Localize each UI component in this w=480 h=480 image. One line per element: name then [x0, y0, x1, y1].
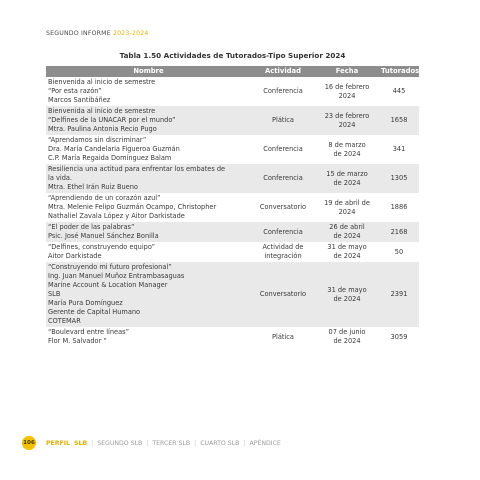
table-row: [46, 77, 419, 106]
cell-nombre-line: “El poder de las palabras”: [48, 223, 135, 231]
cell-actividad-line: Conferencia: [263, 227, 303, 236]
cell-actividad: [251, 222, 315, 242]
table-body: [46, 77, 419, 347]
table-row: [46, 135, 419, 164]
table-row: [46, 327, 419, 347]
footer-divider: |: [194, 439, 197, 447]
cell-fecha-line: de 2024: [333, 337, 361, 345]
cell-nombre-line: María Pura Domínguez: [48, 299, 123, 307]
cell-nombre-line: Gerente de Capital Humano: [48, 308, 141, 316]
cell-fecha: [315, 222, 379, 242]
cell-fecha-line: de 2024: [333, 252, 361, 260]
cell-tutorados: 341: [379, 135, 419, 164]
activities-table: [46, 66, 419, 347]
cell-fecha: [315, 262, 379, 327]
cell-nombre-line: Ing. Juan Manuel Muñoz Entrambasaguas: [48, 272, 185, 280]
cell-fecha: [315, 164, 379, 193]
cell-nombre: [46, 164, 251, 193]
cell-nombre-line: Marine Account & Location Manager: [48, 281, 168, 289]
cell-nombre-line: “Por esta razón”: [48, 87, 102, 95]
cell-tutorados: 1305: [379, 164, 419, 193]
cell-nombre-line: Resiliencia una actitud para enfrentar los embates de: [48, 165, 226, 173]
footer-section-segundo[interactable]: SEGUNDO SLB: [97, 439, 143, 447]
cell-actividad: [251, 327, 315, 347]
table-row: [46, 164, 419, 193]
cell-actividad-line: Actividad de: [262, 243, 304, 251]
col-header-tutorados: Tutorados: [381, 67, 420, 75]
cell-nombre: [46, 242, 251, 262]
cell-nombre-line: “Construyendo mi futuro profesional”: [48, 263, 172, 271]
cell-nombre-line: Flor M. Salvador ”: [48, 337, 107, 345]
cell-actividad: [251, 242, 315, 262]
cell-nombre-line: Marcos Santibáñez: [48, 96, 111, 104]
cell-actividad-line: Plática: [272, 332, 294, 341]
cell-nombre-line: “Delfines de la UNACAR por el mundo”: [48, 116, 176, 124]
cell-fecha-line: 31 de mayo: [327, 285, 367, 294]
cell-actividad-line: Conferencia: [263, 174, 303, 182]
cell-fecha-line: 31 de mayo: [327, 243, 367, 251]
table-header-row: [46, 66, 419, 77]
report-header: [46, 30, 149, 37]
cell-fecha-line: 8 de marzo: [328, 140, 366, 149]
cell-actividad-line: integración: [264, 252, 302, 260]
cell-nombre-line: Nathaliel Zavala López y Aitor Darkistade: [48, 212, 185, 220]
footer-divider: |: [91, 439, 94, 447]
cell-fecha: [315, 193, 379, 222]
cell-fecha-line: de 2024: [333, 178, 361, 187]
cell-nombre-line: Bienvenida al inicio de semestre: [48, 78, 156, 86]
table-row: [46, 242, 419, 262]
cell-tutorados: 1886: [379, 193, 419, 222]
cell-actividad-line: Conversatorio: [259, 290, 307, 298]
cell-nombre-line: la vida.: [48, 174, 73, 182]
cell-nombre-line: Bienvenida al inicio de semestre: [48, 107, 156, 115]
cell-actividad-line: Conferencia: [263, 87, 303, 95]
footer-section-tercer[interactable]: TERCER SLB: [152, 439, 191, 447]
cell-fecha-line: 2024: [338, 91, 356, 100]
cell-nombre-line: COTEMAR: [48, 317, 81, 325]
cell-nombre-line: Aitor Darkistade: [48, 252, 102, 260]
cell-actividad: [251, 135, 315, 164]
table-row: [46, 106, 419, 135]
cell-nombre: [46, 327, 251, 347]
cell-fecha-line: 19 de abril de: [324, 198, 370, 207]
cell-nombre: [46, 262, 251, 327]
page-number: 106: [22, 436, 36, 450]
cell-fecha-line: 16 de febrero: [324, 82, 370, 91]
cell-fecha-line: 15 de marzo: [326, 169, 368, 178]
col-header-fecha: Fecha: [315, 66, 379, 77]
cell-nombre-line: Mtra. Ethel Irán Ruiz Bueno: [48, 183, 138, 191]
header-prefix: SEGUNDO INFORME: [46, 30, 111, 37]
col-header-nombre: Nombre: [46, 66, 251, 77]
cell-nombre-line: C.P. María Regaida Domínguez Balam: [48, 154, 172, 162]
table-row: [46, 262, 419, 327]
cell-actividad: [251, 164, 315, 193]
col-header-actividad: Actividad: [251, 66, 315, 77]
cell-nombre: [46, 222, 251, 242]
cell-fecha-line: 2024: [338, 207, 356, 216]
cell-fecha-line: 23 de febrero: [324, 111, 370, 120]
cell-actividad: [251, 262, 315, 327]
cell-fecha-line: 07 de junio: [328, 328, 366, 336]
footer-divider: |: [243, 439, 246, 447]
cell-fecha-line: de 2024: [333, 294, 361, 303]
footer-section-perfil[interactable]: PERFIL: [46, 439, 70, 447]
cell-actividad: [251, 193, 315, 222]
cell-nombre-line: Mtra. Paulina Antonia Recio Pugo: [48, 125, 157, 133]
cell-fecha: [315, 327, 379, 347]
cell-nombre-line: “Aprendiendo de un corazón azul”: [48, 194, 161, 202]
cell-fecha-line: de 2024: [333, 149, 361, 158]
footer-section-cuarto[interactable]: CUARTO SLB: [200, 439, 240, 447]
cell-tutorados: 2391: [379, 262, 419, 327]
cell-actividad-line: Conferencia: [263, 145, 303, 153]
cell-fecha: [315, 77, 379, 106]
footer-section-apendice[interactable]: APÉNDICE: [249, 439, 281, 447]
cell-actividad-line: Conversatorio: [259, 203, 307, 211]
footer-section-slb[interactable]: SLB: [74, 439, 88, 447]
cell-tutorados: 50: [379, 242, 419, 262]
cell-fecha-line: de 2024: [333, 232, 361, 240]
cell-actividad-line: Plática: [272, 116, 294, 124]
table-title: Tabla 1.50 Actividades de Tutorados-Tipo Superior 2024: [119, 51, 346, 60]
cell-nombre-line: “Boulevard entre líneas”: [48, 328, 129, 336]
cell-nombre-line: “Delfines, construyendo equipo”: [48, 243, 156, 251]
cell-fecha: [315, 242, 379, 262]
cell-nombre-line: “Aprendamos sin discriminar”: [48, 136, 147, 144]
cell-nombre: [46, 193, 251, 222]
footer-divider: |: [146, 439, 149, 447]
cell-fecha: [315, 135, 379, 164]
cell-nombre-line: SLB: [48, 290, 61, 298]
table-row: [46, 193, 419, 222]
footer-nav: [22, 436, 285, 450]
cell-nombre-line: Mtra. Melenie Felipo Guzmán Ocampo, Christopher: [48, 203, 217, 211]
cell-tutorados: 1658: [379, 106, 419, 135]
cell-fecha: [315, 106, 379, 135]
cell-tutorados: 3059: [379, 327, 419, 347]
cell-nombre-line: Dra. María Candelaria Figueroa Guzmán: [48, 145, 180, 153]
cell-nombre-line: Psic. José Manuel Sánchez Bonilla: [48, 232, 159, 240]
cell-nombre: [46, 77, 251, 106]
header-year: 2023-2024: [113, 30, 149, 37]
cell-tutorados: 445: [379, 77, 419, 106]
cell-actividad: [251, 77, 315, 106]
cell-fecha-line: 2024: [338, 120, 356, 129]
cell-nombre: [46, 135, 251, 164]
table-row: [46, 222, 419, 242]
cell-tutorados: 2168: [379, 222, 419, 242]
cell-fecha-line: 26 de abril: [329, 223, 365, 231]
cell-nombre: [46, 106, 251, 135]
cell-actividad: [251, 106, 315, 135]
